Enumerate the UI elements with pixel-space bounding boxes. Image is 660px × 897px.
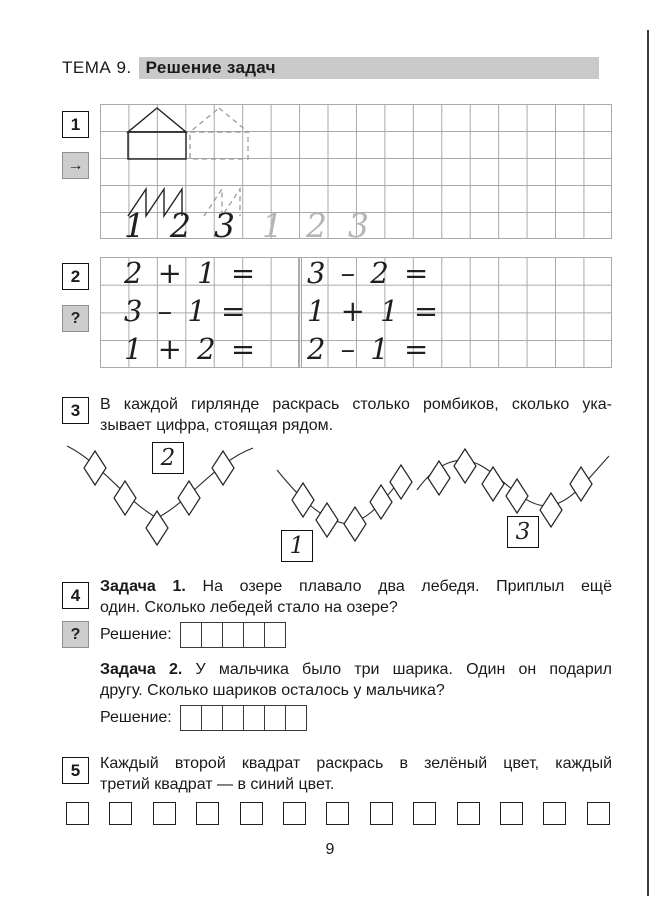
answer-cell <box>264 705 286 731</box>
task-number-box-5: 5 <box>62 757 89 784</box>
task-number-box-4: 4 <box>62 582 89 609</box>
instruction-line: зывает цифра, стоящая рядом. <box>100 417 334 434</box>
color-square <box>500 802 523 825</box>
solution-cells-1 <box>180 622 286 648</box>
trace-digit-faded: 2 <box>306 206 327 239</box>
equation: 2 – 1 = <box>307 332 430 366</box>
color-square <box>587 802 610 825</box>
instruction-line: В каждой гирлянде раскрась столько ромбиков, сколько ука- <box>100 396 612 413</box>
answer-cell <box>222 705 244 731</box>
writing-grid-2 <box>100 257 612 368</box>
rhombus <box>540 493 562 527</box>
answer-cell <box>222 622 244 648</box>
task-label: Задача 1. <box>100 578 186 595</box>
writing-grid-1 <box>100 104 612 239</box>
instruction-line: Каждый второй квадрат раскрась в зелёный цвет, каждый <box>100 755 612 772</box>
equation: 1 + 1 = <box>307 294 440 328</box>
column-divider <box>298 257 302 367</box>
equation: 2 + 1 = <box>124 256 257 290</box>
page-header <box>62 56 599 79</box>
trace-digit-solid: 2 <box>170 206 191 239</box>
rhombus <box>482 467 504 501</box>
task-line <box>100 659 612 680</box>
rhombus <box>370 485 392 519</box>
rhombus <box>146 511 168 545</box>
topic-title: Решение задач <box>145 57 276 77</box>
task-text: У мальчика было три шарика. Один он подарил <box>195 661 612 678</box>
rhombus <box>428 461 450 495</box>
color-square <box>413 802 436 825</box>
hint-question-icon: ? <box>62 305 89 332</box>
house-body-shape <box>128 132 186 159</box>
rhombus <box>390 465 412 499</box>
color-square <box>457 802 480 825</box>
color-square <box>370 802 393 825</box>
topic-title-bar <box>139 57 599 79</box>
rhombus <box>506 479 528 513</box>
task-number-box-2: 2 <box>62 263 89 290</box>
color-square <box>283 802 306 825</box>
garland-count-box: 1 <box>281 530 313 562</box>
rhombus <box>212 451 234 485</box>
tracing-figures <box>100 104 612 239</box>
trace-digit-faded: 1 <box>262 206 283 239</box>
rhombus <box>454 449 476 483</box>
color-square <box>240 802 263 825</box>
task3-instruction <box>100 394 612 436</box>
garland-count-box: 3 <box>507 516 539 548</box>
trace-digit-solid: 3 <box>214 206 235 239</box>
equation: 1 + 2 = <box>124 332 257 366</box>
house-roof-dashed <box>190 108 248 132</box>
task-text: На озере плавало два лебедя. Приплыл ещё <box>202 578 612 595</box>
color-square <box>196 802 219 825</box>
rhombus <box>292 483 314 517</box>
hint-question-icon: ? <box>62 621 89 648</box>
answer-cell <box>180 622 202 648</box>
color-square <box>543 802 566 825</box>
color-square <box>109 802 132 825</box>
topic-label: ТЕМА 9. <box>62 57 132 77</box>
trace-digit-faded: 3 <box>348 206 369 239</box>
page-number: 9 <box>325 841 335 858</box>
garlands-figure <box>65 440 610 562</box>
rhombus <box>570 467 592 501</box>
answer-cell <box>243 622 265 648</box>
color-square <box>326 802 349 825</box>
task-line <box>100 576 612 597</box>
solution-label: Решение: <box>100 626 172 643</box>
task4-problem-2 <box>100 659 612 701</box>
task-number-box-3: 3 <box>62 397 89 424</box>
color-square <box>66 802 89 825</box>
page-edge-line <box>647 30 649 896</box>
solution-cells-2 <box>180 705 307 731</box>
answer-cell <box>201 622 223 648</box>
task-line: другу. Сколько шариков осталось у мальчика? <box>100 682 445 699</box>
rhombus <box>344 507 366 541</box>
equation: 3 – 2 = <box>307 256 430 290</box>
task-line: один. Сколько лебедей стало на озере? <box>100 599 398 616</box>
house-roof-shape <box>128 108 186 132</box>
house-body-dashed <box>190 132 248 159</box>
task-number-box-1: 1 <box>62 111 89 138</box>
rhombus <box>84 451 106 485</box>
arrow-icon: → <box>62 152 89 179</box>
trace-digit-solid: 1 <box>124 206 145 239</box>
solution-label: Решение: <box>100 709 172 726</box>
answer-cell <box>201 705 223 731</box>
coloring-squares-row <box>66 802 610 825</box>
rhombus <box>178 481 200 515</box>
rhombus <box>316 503 338 537</box>
answer-cell <box>243 705 265 731</box>
task5-instruction <box>100 753 612 795</box>
task4-problem-1 <box>100 576 612 618</box>
color-square <box>153 802 176 825</box>
answer-cell <box>180 705 202 731</box>
answer-cell <box>285 705 307 731</box>
instruction-line: третий квадрат — в синий цвет. <box>100 776 335 793</box>
garland-count-box: 2 <box>152 442 184 474</box>
task-label: Задача 2. <box>100 661 183 678</box>
equation: 3 – 1 = <box>124 294 247 328</box>
answer-cell <box>264 622 286 648</box>
